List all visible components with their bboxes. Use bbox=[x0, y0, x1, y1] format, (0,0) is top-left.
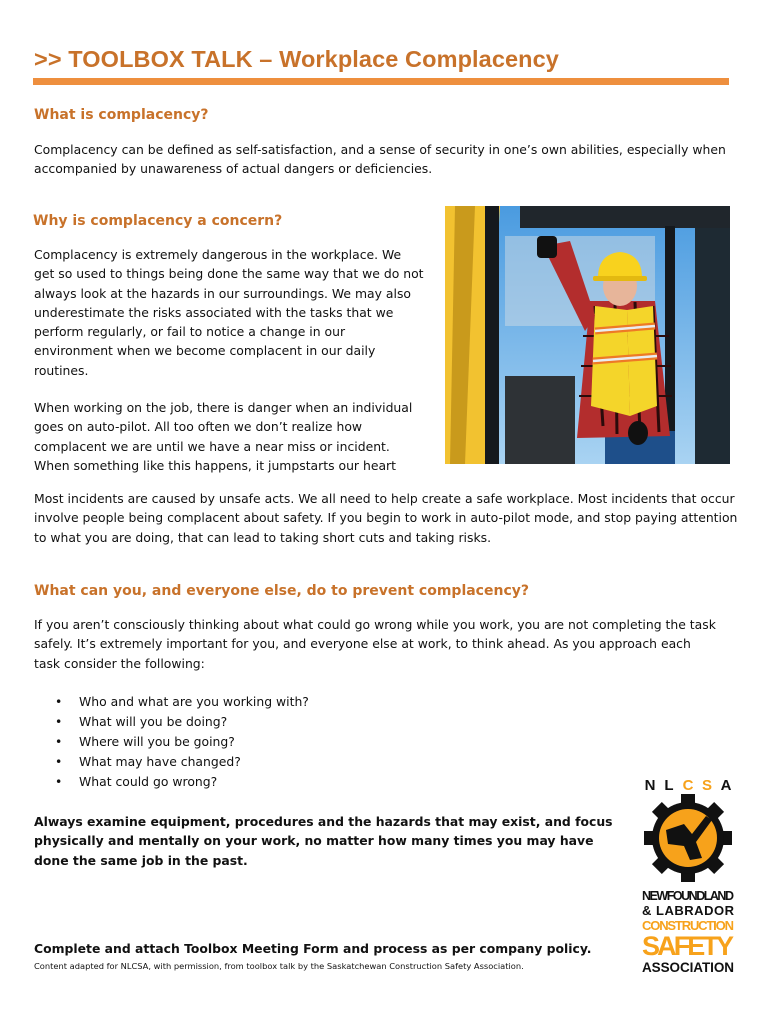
logo-letter: S bbox=[701, 777, 713, 794]
logo-letter: L bbox=[664, 777, 674, 794]
paragraph-always-examine: Always examine equipment, procedures and the hazards that may exist, and focus physically and mentally on your work, no matter how many times you may have done the same job in the past. bbox=[34, 814, 613, 868]
logo-letter: C bbox=[682, 777, 694, 794]
list-item: • What may have changed? bbox=[55, 754, 241, 769]
list-item: • Who and what are you working with? bbox=[55, 694, 309, 709]
worker-photo bbox=[445, 206, 730, 464]
gear-icon bbox=[644, 794, 732, 882]
heading-what-is: What is complacency? bbox=[34, 107, 209, 123]
paragraph-think-ahead: If you aren’t consciously thinking about what could go wrong while you work, you are not completing the task safely. It’s extremely important for you, and everyone else at work, to think ahead. As you approach each task consider the following: bbox=[34, 617, 716, 671]
heading-prevent: What can you, and everyone else, do to prevent complacency? bbox=[34, 583, 529, 599]
nlcsa-logo bbox=[640, 770, 736, 980]
heading-why-concern: Why is complacency a concern? bbox=[33, 213, 283, 229]
paragraph-definition: Complacency can be defined as self-satisfaction, and a sense of security in one’s own abilities, especially when accompanied by unawareness of actual dangers or deficiencies. bbox=[34, 142, 726, 177]
logo-letter: N bbox=[644, 777, 656, 794]
logo-line: CONSTRUCTION bbox=[642, 918, 734, 933]
list-item: • What could go wrong? bbox=[55, 774, 218, 789]
paragraph-auto-pilot: When working on the job, there is danger when an individual goes on auto-pilot. All too often we don’t realize how complacent we are until we have a near miss or incident. When something like this happens, it jumpstarts our heart bbox=[34, 400, 413, 473]
logo-letter: A bbox=[720, 777, 732, 794]
list-item: • What will you be doing? bbox=[55, 714, 228, 729]
logo-line: ASSOCIATION bbox=[642, 960, 734, 975]
list-item: • Where will you be going? bbox=[55, 734, 235, 749]
paragraph-dangerous: Complacency is extremely dangerous in the workplace. We get so used to things being done the same way that we do not always look at the hazards in our surroundings. We may also underestimate the risks associated with the tasks that we perform regularly, or fail to notice a change in our environment when we become complacent in our daily routines. bbox=[34, 247, 424, 378]
footer-instruction: Complete and attach Toolbox Meeting Form and process as per company policy. bbox=[34, 941, 592, 956]
footer-credit: Content adapted for NLCSA, with permission, from toolbox talk by the Saskatchewan Construction Safety Association. bbox=[34, 961, 524, 971]
page-title: >> TOOLBOX TALK – Workplace Complacency bbox=[34, 46, 559, 72]
checklist bbox=[55, 692, 309, 792]
title-rule bbox=[33, 78, 729, 85]
logo-line: NEWFOUNDLAND bbox=[642, 889, 734, 903]
logo-line: & LABRADOR bbox=[642, 903, 734, 918]
paragraph-unsafe-acts: Most incidents are caused by unsafe acts. We all need to help create a safe workplace. Most incidents that occur involve people being complacent about safety. If you begin to work in auto-pilot mode, and stop paying attention to what you are doing, that can lead to taking short cuts and taking risks. bbox=[34, 491, 738, 545]
logo-line: SAFETY bbox=[642, 931, 734, 961]
